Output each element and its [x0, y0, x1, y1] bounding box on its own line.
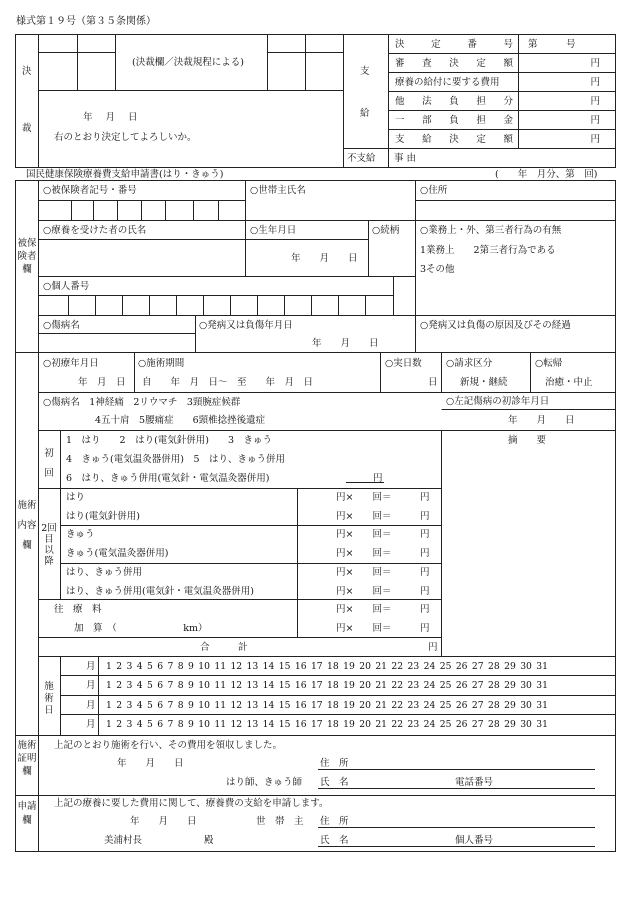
- travel-calc: 円× 回＝ 円: [336, 604, 430, 615]
- month-label: 月: [86, 661, 96, 672]
- relation-label: ○続柄: [372, 225, 400, 236]
- cert-text: 上記のとおり施術を行い、その費用を領収しました。: [54, 740, 283, 751]
- claim-type-label: ○請求区分: [446, 358, 493, 369]
- apply-section-label: 申請欄: [17, 801, 37, 826]
- decision-number-value: 第 号: [528, 39, 576, 50]
- calc-row: 円× 回＝ 円: [336, 529, 430, 540]
- apply-address-label: 住 所: [320, 816, 349, 827]
- second-visit-label: 2回目以降: [41, 523, 57, 567]
- travel-addition-label: 加 算 （ km）: [74, 623, 208, 634]
- month-label: 月: [86, 700, 96, 711]
- cert-section-label: 施術証明欄: [17, 740, 37, 777]
- initial-option-line-1: 1 はり 2 はり(電気針併用) 3 きゅう: [66, 435, 273, 446]
- treatment-period-value: 自 年 月 日〜 至 年 月 日: [142, 377, 314, 388]
- cert-phone-label: 電話番号: [455, 777, 494, 788]
- apply-name-label: 氏 名: [320, 835, 349, 846]
- treatment-item: きゅう(電気温灸器併用): [66, 548, 169, 559]
- decision-label-1: 決: [22, 66, 32, 77]
- month-label: 月: [86, 680, 96, 691]
- payment-label-2: 給: [360, 108, 370, 119]
- decision-date: 年 月 日: [83, 112, 138, 123]
- disease-name-label: ○傷病名: [43, 320, 80, 331]
- cert-name-label: 氏 名: [320, 777, 349, 788]
- treatment-item: きゅう: [66, 529, 95, 540]
- patient-name-label: ○療養を受けた者の氏名: [43, 225, 147, 236]
- payment-row-value: 円: [590, 77, 600, 88]
- treatment-item: はり(電気針併用): [66, 511, 140, 522]
- first-visit-label: ○左記傷病の初診年月日: [446, 396, 550, 407]
- payment-row-label: 審 査 決 定 額: [395, 58, 513, 69]
- onset-date-value: 年 月 日: [312, 338, 379, 349]
- work-related-label: ○業務上・外、第三者行為の有無: [420, 225, 562, 236]
- work-related-options-2: 3その他: [420, 264, 455, 275]
- personal-number-label: ○個人番号: [43, 281, 90, 292]
- initial-option-line-2: 4 きゅう(電気温灸器併用) 5 はり、きゅう併用: [66, 454, 286, 465]
- initial-amount-unit: 円: [373, 473, 383, 484]
- total-unit: 円: [428, 642, 438, 653]
- insured-number-label: ○被保険者記号・番号: [43, 185, 137, 196]
- month-label: 月: [86, 719, 96, 730]
- onset-date-label: ○発病又は負傷年月日: [199, 320, 293, 331]
- treatment-section-label: 施術内容欄: [17, 500, 37, 551]
- payment-row-label: 他 法 負 担 分: [395, 96, 513, 107]
- nonpay-label: 不支給: [347, 153, 376, 164]
- work-related-options-1: 1業務上 2第三者行為である: [420, 245, 556, 256]
- calc-row: 円× 回＝ 円: [336, 492, 430, 503]
- disease-options-1: ○傷病名 1神経痛 2リウマチ 3頸腕症候群: [43, 397, 241, 408]
- disease-options-2: 4五十肩 5腰痛症 6頸椎捻挫後遺症: [95, 415, 266, 426]
- payment-row-value: 円: [590, 96, 600, 107]
- travel-addition-calc: 円× 回＝ 円: [336, 623, 430, 634]
- form-title-period: ( 年 月分、第 回): [495, 169, 598, 180]
- payment-label-1: 支: [360, 66, 370, 77]
- day-numbers-row: 1 2 3 4 5 6 7 8 9 10 11 12 13 14 15 16 17 18 19 20 21 22 23 24 25 26 27 28 29 30 31: [106, 661, 548, 672]
- household-head-label: ○世帯主氏名: [250, 185, 306, 196]
- first-treatment-date-label: ○初療年月日: [43, 358, 99, 369]
- first-treatment-date-value: 年 月 日: [78, 377, 126, 388]
- form-title: 国民健康保険療養費支給申請書(はり・きゅう): [26, 169, 224, 180]
- apply-text: 上記の療養に要した費用に関して、療養費の支給を申請します。: [54, 798, 329, 809]
- total-label: 合 計: [200, 642, 248, 653]
- household-head-signature-label: 世 帯 主: [256, 816, 304, 827]
- first-visit-value: 年 月 日: [508, 415, 575, 426]
- apply-personal-number-label: 個人番号: [455, 835, 494, 846]
- calc-row: 円× 回＝ 円: [336, 586, 430, 597]
- treatment-period-label: ○施術期間: [138, 358, 185, 369]
- payment-row-value: 円: [590, 115, 600, 126]
- decision-label-2: 裁: [22, 123, 32, 134]
- honorific: 殿: [204, 835, 214, 846]
- initial-visit-label: 初回: [44, 448, 54, 479]
- initial-option-line-3: 6 はり、きゅう併用(電気針・電気温灸器併用): [66, 473, 270, 484]
- practitioner-role-label: はり師、きゅう師: [226, 777, 303, 788]
- treatment-item: はり: [66, 492, 86, 503]
- day-numbers-row: 1 2 3 4 5 6 7 8 9 10 11 12 13 14 15 16 17 18 19 20 21 22 23 24 25 26 27 28 29 30 31: [106, 719, 548, 730]
- day-numbers-row: 1 2 3 4 5 6 7 8 9 10 11 12 13 14 15 16 17 18 19 20 21 22 23 24 25 26 27 28 29 30 31: [106, 700, 548, 711]
- payment-row-label: 療養の給付に要する費用: [395, 77, 500, 88]
- cert-date: 年 月 日: [117, 758, 184, 769]
- outcome-label: ○転帰: [535, 358, 563, 369]
- outcome-value: 治癒・中止: [545, 377, 593, 388]
- day-numbers-row: 1 2 3 4 5 6 7 8 9 10 11 12 13 14 15 16 17 18 19 20 21 22 23 24 25 26 27 28 29 30 31: [106, 680, 548, 691]
- birth-date-label: ○生年月日: [250, 225, 297, 236]
- cause-label: ○発病又は負傷の原因及びその経過: [420, 320, 571, 331]
- apply-date: 年 月 日: [130, 816, 197, 827]
- travel-fee-label: 往 療 料: [54, 604, 102, 615]
- cert-address-label: 住 所: [320, 758, 349, 769]
- payment-row-label: 一 部 負 担 金: [395, 115, 513, 126]
- treatment-days-label: 施術日: [44, 681, 54, 716]
- payment-row-value: 円: [590, 58, 600, 69]
- summary-label: 摘 要: [508, 435, 547, 446]
- form-number: 様式第１９号（第３５条関係）: [16, 16, 156, 27]
- treatment-item: はり、きゅう併用: [66, 567, 143, 578]
- insured-section-label: 被保険者欄: [17, 238, 37, 275]
- nonpay-reason-label: 事 由: [394, 153, 417, 164]
- decision-note: (決裁欄／決裁規程による): [132, 57, 244, 68]
- payment-row-label: 支 給 決 定 額: [395, 134, 513, 145]
- payment-row-value: 円: [590, 134, 600, 145]
- address-label: ○住所: [420, 185, 448, 196]
- calc-row: 円× 回＝ 円: [336, 548, 430, 559]
- decision-approve-text: 右のとおり決定してよろしいか。: [54, 132, 197, 143]
- treatment-item: はり、きゅう併用(電気針・電気温灸器併用): [66, 586, 254, 597]
- actual-days-unit: 日: [428, 377, 438, 388]
- payment-row-label: 決 定 番 号: [395, 39, 513, 50]
- calc-row: 円× 回＝ 円: [336, 511, 430, 522]
- mayor-name: 美浦村長: [104, 835, 143, 846]
- claim-type-value: 新規・継続: [460, 377, 508, 388]
- actual-days-label: ○実日数: [385, 358, 422, 369]
- birth-date-value: 年 月 日: [291, 253, 358, 264]
- calc-row: 円× 回＝ 円: [336, 567, 430, 578]
